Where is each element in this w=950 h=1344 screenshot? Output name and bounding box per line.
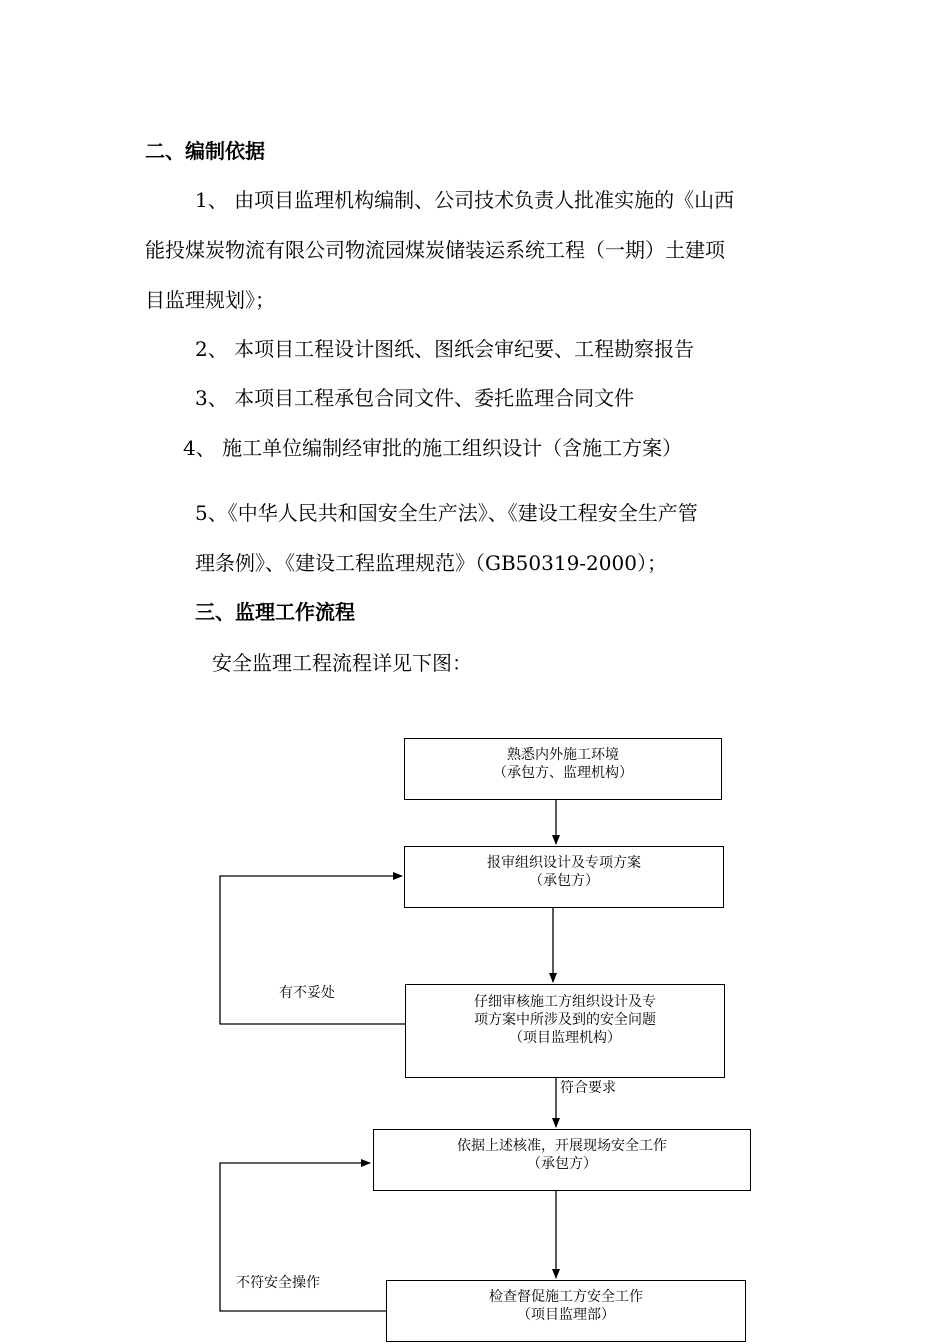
flow-step-4-title: 依据上述核准，开展现场安全工作 — [457, 1138, 667, 1154]
flow-step-3-party: （项目监理机构） — [509, 1030, 621, 1046]
pass-label: 符合要求 — [560, 1080, 616, 1096]
flow-step-4-party: （承包方） — [527, 1156, 597, 1172]
flow-step-5-party: （项目监理部） — [517, 1307, 615, 1323]
basis-item-5-line-1: 5、《中华人民共和国安全生产法》、《建设工程安全生产管 — [195, 501, 698, 525]
loop-label-issues: 有不妥处 — [279, 985, 335, 1001]
basis-item-1-line-1: 1、 由项目监理机构编制、公司技术负责人批准实施的《山西 — [195, 188, 735, 212]
basis-item-1-line-3: 目监理规划》； — [145, 288, 275, 312]
flow-step-5-title: 检查督促施工方安全工作 — [489, 1289, 643, 1305]
basis-item-4: 4、 施工单位编制经审批的施工组织设计（含施工方案） — [183, 436, 683, 460]
flow-step-2-party: （承包方） — [529, 873, 599, 889]
flow-step-2 — [404, 846, 724, 908]
basis-item-2: 2、 本项目工程设计图纸、图纸会审纪要、工程勘察报告 — [195, 337, 695, 361]
section-heading-workflow: 三、监理工作流程 — [195, 600, 355, 624]
flow-step-5 — [386, 1280, 746, 1342]
basis-item-3: 3、 本项目工程承包合同文件、委托监理合同文件 — [195, 386, 635, 410]
workflow-intro: 安全监理工程流程详见下图： — [212, 651, 472, 675]
flow-step-2-title: 报审组织设计及专项方案 — [487, 855, 641, 871]
section-heading-basis: 二、编制依据 — [145, 139, 265, 163]
flow-step-1 — [404, 738, 722, 800]
flow-step-3-line-2: 项方案中所涉及到的安全问题 — [474, 1012, 656, 1028]
loop-label-unsafe: 不符安全操作 — [236, 1275, 320, 1291]
flow-step-4 — [373, 1129, 751, 1191]
flow-step-1-title: 熟悉内外施工环境 — [507, 747, 619, 763]
flow-step-3-line-1: 仔细审核施工方组织设计及专 — [474, 994, 656, 1010]
basis-item-1-line-2: 能投煤炭物流有限公司物流园煤炭储装运系统工程（一期）土建项 — [145, 238, 725, 262]
basis-item-5-line-2: 理条例》、《建设工程监理规范》（GB50319-2000）； — [195, 551, 667, 575]
flow-step-1-party: （承包方、监理机构） — [493, 765, 633, 781]
flow-step-3 — [405, 984, 725, 1078]
